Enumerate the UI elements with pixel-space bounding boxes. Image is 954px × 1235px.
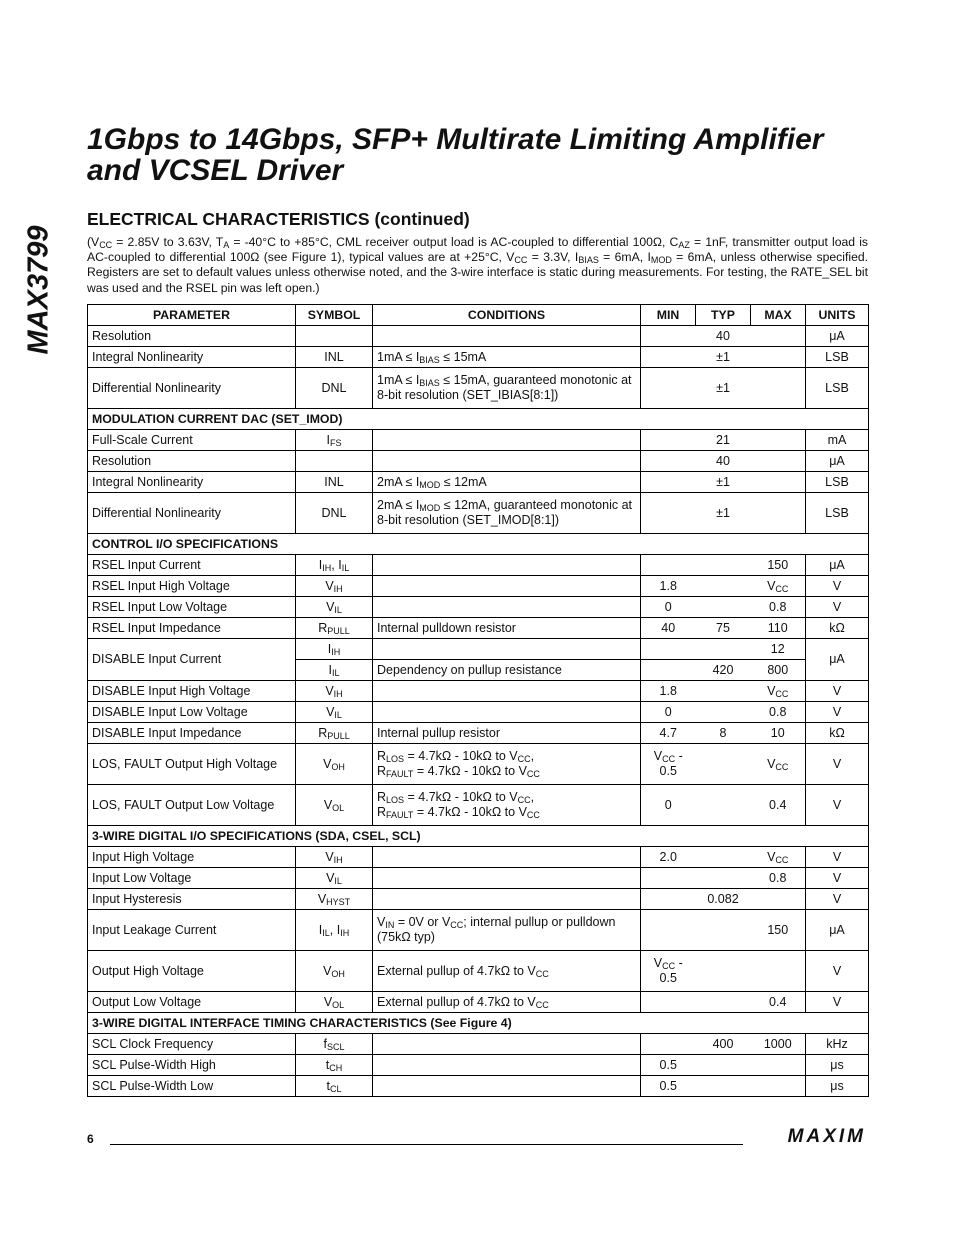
conditions-cell: External pullup of 4.7kΩ to $V_{CC}$ [373, 992, 641, 1013]
symbol-cell: $V_{OH}$ [296, 951, 373, 992]
param-cell: RSEL Input Current [88, 555, 296, 576]
header-typ: TYP [696, 305, 751, 326]
typ-cell: 8 [696, 723, 751, 744]
symbol-cell: $I_{IL}$, $I_{IH}$ [296, 910, 373, 951]
section-title-cell: 3-WIRE DIGITAL I/O SPECIFICATIONS (SDA, CSEL, SCL) [88, 826, 869, 847]
param-cell: Resolution [88, 451, 296, 472]
conditions-cell [373, 576, 641, 597]
param-cell: Input Low Voltage [88, 868, 296, 889]
typ-cell [696, 951, 751, 992]
conditions-cell: Internal pulldown resistor [373, 618, 641, 639]
table-row [88, 847, 869, 868]
param-cell: RSEL Input Impedance [88, 618, 296, 639]
symbol-cell: INL [296, 472, 373, 493]
conditions-cell [373, 1076, 641, 1097]
symbol-cell: $R_{PULL}$ [296, 723, 373, 744]
conditions-cell: $1mA \le I_{BIAS} \le 15mA$ [373, 347, 641, 368]
header-min: MIN [641, 305, 696, 326]
symbol-cell: $I_{IH}$, $I_{IL}$ [296, 555, 373, 576]
typ-cell: 40 [696, 451, 751, 472]
table-row [88, 555, 869, 576]
symbol-cell: $V_{IL}$ [296, 597, 373, 618]
min-cell: 2.0 [641, 847, 696, 868]
param-cell: DISABLE Input High Voltage [88, 681, 296, 702]
param-cell: DISABLE Input Impedance [88, 723, 296, 744]
table-header-row [88, 305, 869, 326]
table-row [88, 992, 869, 1013]
units-cell: kΩ [806, 618, 869, 639]
max-cell [751, 451, 806, 472]
typ-cell [696, 992, 751, 1013]
min-cell [641, 451, 696, 472]
min-cell: 1.8 [641, 681, 696, 702]
max-cell: 0.4 [751, 992, 806, 1013]
table-row [88, 597, 869, 618]
units-cell: μA [806, 910, 869, 951]
param-cell: LOS, FAULT Output Low Voltage [88, 785, 296, 826]
max-cell: 150 [751, 555, 806, 576]
max-cell: 10 [751, 723, 806, 744]
symbol-cell: $V_{OL}$ [296, 992, 373, 1013]
typ-cell [696, 681, 751, 702]
conditions-cell [373, 555, 641, 576]
conditions-cell: Internal pullup resistor [373, 723, 641, 744]
section-row [88, 826, 869, 847]
typ-cell: ±1 [696, 472, 751, 493]
units-cell: μA [806, 451, 869, 472]
header-parameter: PARAMETER [88, 305, 296, 326]
conditions-cell [373, 1055, 641, 1076]
typ-cell: 420 [696, 660, 751, 681]
max-cell: 0.4 [751, 785, 806, 826]
table-row [88, 639, 869, 660]
min-cell: $V_{CC}$ - 0.5 [641, 744, 696, 785]
conditions-cell [373, 681, 641, 702]
conditions-cell [373, 326, 641, 347]
symbol-cell: INL [296, 347, 373, 368]
header-units: UNITS [806, 305, 869, 326]
max-cell [751, 430, 806, 451]
param-cell: Differential Nonlinearity [88, 493, 296, 534]
max-cell: 110 [751, 618, 806, 639]
symbol-cell: $t_{CL}$ [296, 1076, 373, 1097]
typ-cell [696, 744, 751, 785]
units-cell: kHz [806, 1034, 869, 1055]
symbol-cell: $f_{SCL}$ [296, 1034, 373, 1055]
max-cell [751, 1076, 806, 1097]
table-row [88, 430, 869, 451]
max-cell: 0.8 [751, 868, 806, 889]
conditions-cell [373, 597, 641, 618]
table-row [88, 1034, 869, 1055]
max-cell [751, 1055, 806, 1076]
param-cell: DISABLE Input Low Voltage [88, 702, 296, 723]
units-cell: LSB [806, 347, 869, 368]
units-cell: kΩ [806, 723, 869, 744]
typ-cell [696, 785, 751, 826]
min-cell [641, 493, 696, 534]
min-cell [641, 472, 696, 493]
typ-cell [696, 1055, 751, 1076]
typ-cell [696, 597, 751, 618]
conditions-cell: $2mA \le I_{MOD} \le 12mA$ [373, 472, 641, 493]
units-cell: V [806, 992, 869, 1013]
table-row [88, 723, 869, 744]
units-cell: V [806, 847, 869, 868]
section-title-cell: CONTROL I/O SPECIFICATIONS [88, 534, 869, 555]
max-cell: 0.8 [751, 597, 806, 618]
param-cell: RSEL Input Low Voltage [88, 597, 296, 618]
header-max: MAX [751, 305, 806, 326]
min-cell [641, 910, 696, 951]
units-cell: μA [806, 555, 869, 576]
typ-cell [696, 639, 751, 660]
table-row [88, 951, 869, 992]
symbol-cell: $V_{IH}$ [296, 576, 373, 597]
conditions-cell [373, 639, 641, 660]
min-cell [641, 1034, 696, 1055]
min-cell [641, 889, 696, 910]
table-row [88, 618, 869, 639]
param-cell: SCL Pulse-Width High [88, 1055, 296, 1076]
max-cell: 12 [751, 639, 806, 660]
min-cell: 0 [641, 702, 696, 723]
header-conditions: CONDITIONS [373, 305, 641, 326]
units-cell: V [806, 576, 869, 597]
units-cell: μA [806, 326, 869, 347]
param-cell: Input High Voltage [88, 847, 296, 868]
param-cell: Full-Scale Current [88, 430, 296, 451]
units-cell: μs [806, 1076, 869, 1097]
typ-cell [696, 576, 751, 597]
units-cell: V [806, 951, 869, 992]
max-cell: $V_{CC}$ [751, 847, 806, 868]
param-cell: SCL Pulse-Width Low [88, 1076, 296, 1097]
min-cell: 4.7 [641, 723, 696, 744]
param-cell: Input Hysteresis [88, 889, 296, 910]
symbol-cell: $V_{OH}$ [296, 744, 373, 785]
min-cell [641, 639, 696, 660]
typ-cell [696, 702, 751, 723]
max-cell [751, 347, 806, 368]
symbol-cell: $V_{IL}$ [296, 868, 373, 889]
max-cell: 800 [751, 660, 806, 681]
symbol-cell: DNL [296, 493, 373, 534]
param-cell: SCL Clock Frequency [88, 1034, 296, 1055]
min-cell: 0.5 [641, 1076, 696, 1097]
min-cell: 40 [641, 618, 696, 639]
param-cell: Input Leakage Current [88, 910, 296, 951]
param-cell: Integral Nonlinearity [88, 347, 296, 368]
param-cell: LOS, FAULT Output High Voltage [88, 744, 296, 785]
symbol-cell: $I_{IH}$ [296, 639, 373, 660]
units-cell: V [806, 702, 869, 723]
typ-cell: 0.082 [696, 889, 751, 910]
conditions-cell: $R_{LOS} = 4.7k\Omega - 10k\Omega$ to $V_{CC}$, $R_{FAULT} = 4.7k\Omega - 10k\Omega$ to $V_{CC}$ [373, 785, 641, 826]
table-row [88, 744, 869, 785]
table-row [88, 702, 869, 723]
conditions-cell: External pullup of 4.7kΩ to $V_{CC}$ [373, 951, 641, 992]
test-conditions-paragraph: ($V_{CC} = 2.85V$ to 3.63V, $T_A = -40^\circ C$ to +85°C, CML receiver output load is AC-coupled to differential 100Ω, $C_{AZ} = 1nF$, transmitter output load is AC-coupled to differential 100Ω (see Figure 1), typical values are at +25°C, $V_{CC} = 3.3V$, $I_{BIAS} = 6mA$, $I_{MOD} = 6mA$, unless otherwise specified. Registers are set to default values unless otherwise noted, and the 3-wire interface is static during measurements. For testing, the RATE_SEL bit was used and the RSEL pin was left open.) [87, 235, 869, 295]
conditions-cell [373, 702, 641, 723]
min-cell: 0 [641, 597, 696, 618]
typ-cell: ±1 [696, 347, 751, 368]
page-number: 6 [87, 1132, 94, 1146]
part-number-text: MAX3799 [22, 225, 55, 355]
typ-cell [696, 847, 751, 868]
section-title-cell: MODULATION CURRENT DAC (SET_IMOD) [88, 409, 869, 430]
symbol-cell: $V_{IL}$ [296, 702, 373, 723]
max-cell: 150 [751, 910, 806, 951]
units-cell: V [806, 681, 869, 702]
units-cell: V [806, 744, 869, 785]
table-row [88, 326, 869, 347]
table-row [88, 910, 869, 951]
min-cell: 1.8 [641, 576, 696, 597]
min-cell [641, 326, 696, 347]
table-row [88, 1055, 869, 1076]
max-cell [751, 493, 806, 534]
typ-cell: 21 [696, 430, 751, 451]
min-cell [641, 992, 696, 1013]
units-cell: V [806, 785, 869, 826]
min-cell: 0.5 [641, 1055, 696, 1076]
header-symbol: SYMBOL [296, 305, 373, 326]
conditions-cell [373, 889, 641, 910]
maxim-logo: MAXIM [787, 1126, 866, 1147]
conditions-cell [373, 430, 641, 451]
part-number-side-label [14, 210, 64, 370]
section-row [88, 534, 869, 555]
min-cell [641, 868, 696, 889]
table-row [88, 681, 869, 702]
min-cell: 0 [641, 785, 696, 826]
typ-cell [696, 555, 751, 576]
symbol-cell: DNL [296, 368, 373, 409]
footer-divider [110, 1144, 743, 1145]
table-row [88, 785, 869, 826]
units-cell: LSB [806, 493, 869, 534]
max-cell: $V_{CC}$ [751, 744, 806, 785]
min-cell [641, 347, 696, 368]
table-row [88, 576, 869, 597]
typ-cell: ±1 [696, 493, 751, 534]
table-row [88, 868, 869, 889]
conditions-cell: $V_{IN} = 0V$ or $V_{CC}$; internal pullup or pulldown (75kΩ typ) [373, 910, 641, 951]
param-cell: Integral Nonlinearity [88, 472, 296, 493]
units-cell: mA [806, 430, 869, 451]
symbol-cell: $t_{CH}$ [296, 1055, 373, 1076]
symbol-cell [296, 326, 373, 347]
min-cell [641, 430, 696, 451]
max-cell [751, 889, 806, 910]
table-row [88, 347, 869, 368]
electrical-characteristics-table [87, 304, 869, 1097]
section-row [88, 1013, 869, 1034]
conditions-cell: $R_{LOS} = 4.7k\Omega - 10k\Omega$ to $V_{CC}$, $R_{FAULT} = 4.7k\Omega - 10k\Omega$ to $V_{CC}$ [373, 744, 641, 785]
table-row [88, 368, 869, 409]
typ-cell: 40 [696, 326, 751, 347]
units-cell: μs [806, 1055, 869, 1076]
table-row [88, 493, 869, 534]
symbol-cell [296, 451, 373, 472]
max-cell [751, 951, 806, 992]
max-cell: $V_{CC}$ [751, 681, 806, 702]
section-row [88, 409, 869, 430]
symbol-cell: $V_{IH}$ [296, 847, 373, 868]
max-cell [751, 368, 806, 409]
table-row [88, 451, 869, 472]
symbol-cell: $R_{PULL}$ [296, 618, 373, 639]
units-cell: V [806, 868, 869, 889]
units-cell: V [806, 889, 869, 910]
conditions-cell: Dependency on pullup resistance [373, 660, 641, 681]
units-cell: V [806, 597, 869, 618]
max-cell: 0.8 [751, 702, 806, 723]
table-row [88, 472, 869, 493]
symbol-cell: $V_{OL}$ [296, 785, 373, 826]
max-cell: 1000 [751, 1034, 806, 1055]
symbol-cell: $I_{IL}$ [296, 660, 373, 681]
section-title-cell: 3-WIRE DIGITAL INTERFACE TIMING CHARACTERISTICS (See Figure 4) [88, 1013, 869, 1034]
conditions-cell [373, 868, 641, 889]
symbol-cell: $V_{IH}$ [296, 681, 373, 702]
conditions-cell [373, 451, 641, 472]
param-cell: DISABLE Input Current [88, 639, 296, 681]
typ-cell: 75 [696, 618, 751, 639]
typ-cell [696, 1076, 751, 1097]
units-cell: μA [806, 639, 869, 681]
param-cell: Output Low Voltage [88, 992, 296, 1013]
units-cell: LSB [806, 472, 869, 493]
param-cell: Output High Voltage [88, 951, 296, 992]
table-row [88, 1076, 869, 1097]
section-heading: ELECTRICAL CHARACTERISTICS (continued) [87, 209, 470, 229]
table-row [88, 889, 869, 910]
min-cell [641, 555, 696, 576]
max-cell [751, 326, 806, 347]
symbol-cell: $V_{HYST}$ [296, 889, 373, 910]
conditions-cell [373, 847, 641, 868]
max-cell: $V_{CC}$ [751, 576, 806, 597]
typ-cell: 400 [696, 1034, 751, 1055]
param-cell: RSEL Input High Voltage [88, 576, 296, 597]
param-cell: Resolution [88, 326, 296, 347]
min-cell [641, 660, 696, 681]
conditions-cell: $1mA \le I_{BIAS} \le 15mA$, guaranteed monotonic at 8-bit resolution (SET_IBIAS[8:1]) [373, 368, 641, 409]
param-cell: Differential Nonlinearity [88, 368, 296, 409]
conditions-cell: $2mA \le I_{MOD} \le 12mA$, guaranteed monotonic at 8-bit resolution (SET_IMOD[8:1]) [373, 493, 641, 534]
conditions-cell [373, 1034, 641, 1055]
page-title: 1Gbps to 14Gbps, SFP+ Multirate Limiting Amplifier and VCSEL Driver [87, 123, 824, 187]
typ-cell: ±1 [696, 368, 751, 409]
min-cell: $V_{CC}$ - 0.5 [641, 951, 696, 992]
symbol-cell: $I_{FS}$ [296, 430, 373, 451]
max-cell [751, 472, 806, 493]
units-cell: LSB [806, 368, 869, 409]
typ-cell [696, 868, 751, 889]
typ-cell [696, 910, 751, 951]
min-cell [641, 368, 696, 409]
